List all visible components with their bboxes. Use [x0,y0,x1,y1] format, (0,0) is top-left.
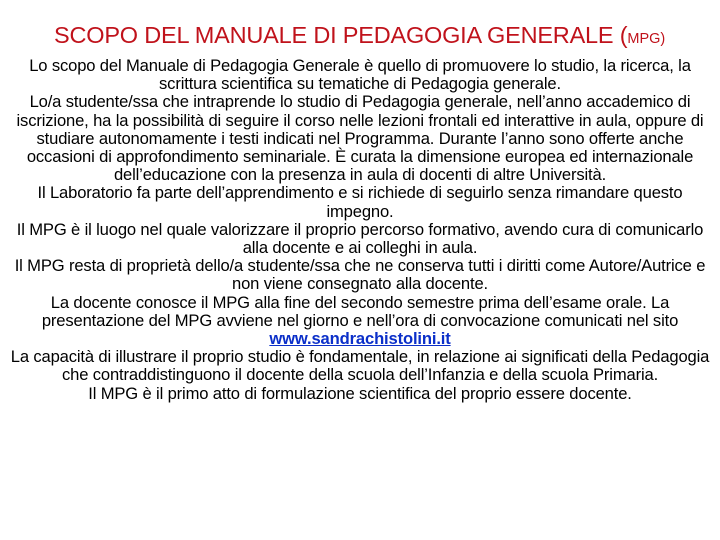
paragraph-scientific-act: Il MPG è il primo atto di formulazione scientifica del proprio essere docente. [88,383,632,403]
slide-title-abbreviation: MPG) [627,31,666,47]
paragraph-laboratory: Il Laboratorio fa parte dell’apprendimento e si richiede di seguirlo senza rimandare questo impegno. [37,183,683,221]
paragraph-mpg-place: Il MPG è il luogo nel quale valorizzare il proprio percorso formativo, avendo cura di comunicarlo alla docente e ai colleghi in aula. [16,219,704,258]
paragraph-illustration-skill: La capacità di illustrare il proprio studio è fondamentale, in relazione ai significati della Pedagogia che contraddistinguono il docente della scuola dell’Infanzia e della scuola Primaria. [10,347,710,385]
paragraph-study-modes: Lo/a studente/ssa che intraprende lo studio di Pedagogia generale, nell’anno accademico di iscrizione, ha la possibilità di seguire il corso nelle lezioni frontali ed interattive in aula, oppure di studiare autonomamente i testi indicati nel Programma. Durante l’anno sono offerte anche occasioni di approfondimento seminariale. È curata la dimensione europea ed internazionale dell’educazione con la presenza in aula di docenti di altre Università. [16,92,704,185]
website-link[interactable]: www.sandrachistolini.it [269,329,451,349]
paragraph-purpose: Lo scopo del Manuale di Pedagogia Generale è quello di promuovere lo studio, la ricerca, la scrittura scientifica su tematiche di Pedagogia generale. [29,56,691,94]
slide-title-main: SCOPO DEL MANUALE DI PEDAGOGIA GENERALE ( [54,22,628,48]
paragraph-mpg-ownership: Il MPG resta di proprietà dello/a studente/ssa che ne conserva tutti i diritti come Autore/Autrice e non viene consegnato alla docente. [14,256,706,294]
slide-body [0,57,720,403]
slide-title [54,22,694,49]
paragraph-mpg-presentation [0,294,720,349]
presentation-text: La docente conosce il MPG alla fine del secondo semestre prima dell’esame orale. La presentazione del MPG avviene nel giorno e nell’ora di convocazione comunicati nel sito [41,292,679,330]
